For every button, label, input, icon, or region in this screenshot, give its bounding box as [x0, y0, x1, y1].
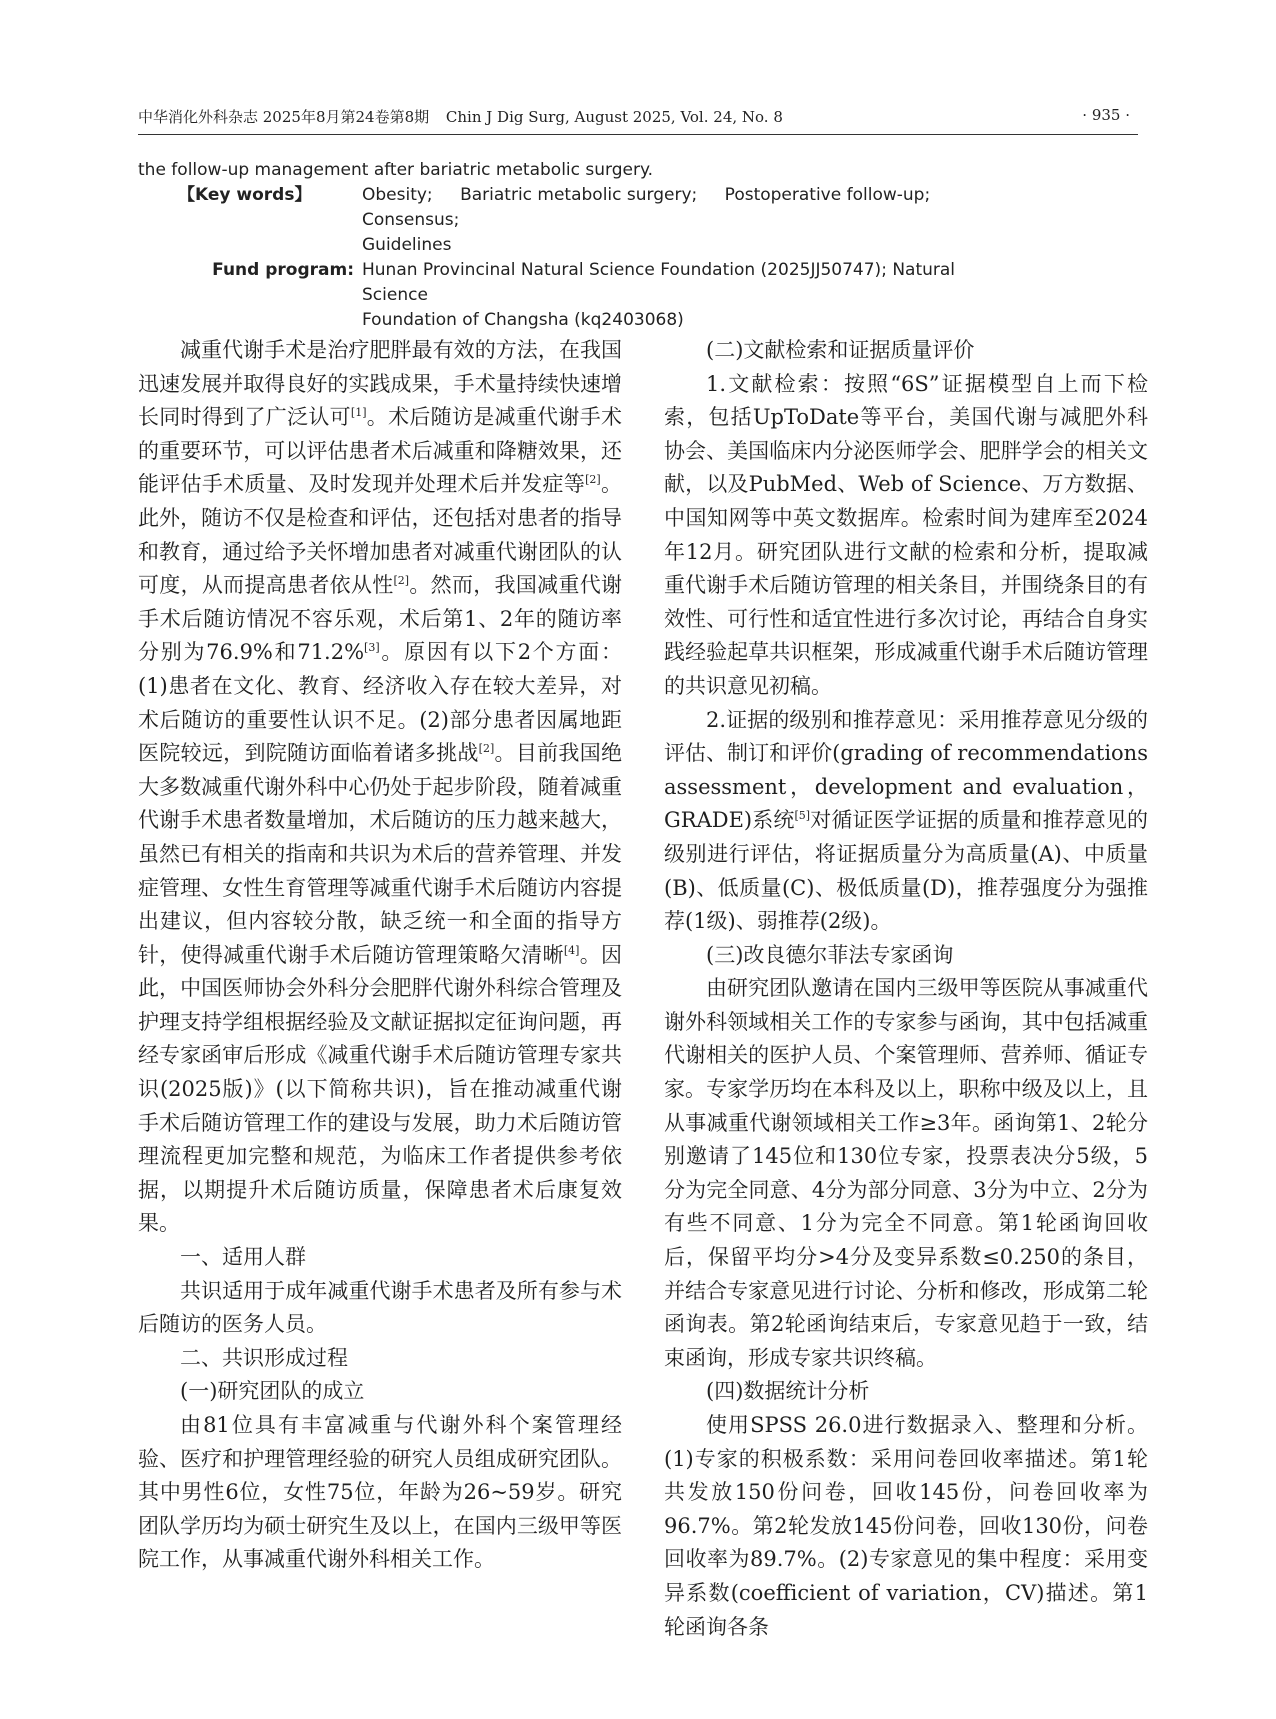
keywords-label: 【Key words】: [178, 185, 312, 205]
body-paragraph: 使用SPSS 26.0进行数据录入、整理和分析。(1)专家的积极系数：采用问卷回收率描述。第1轮共发放150份问卷，回收145份，问卷回收率为96.7%。第2轮发放145份问卷，回收130份，问卷回收率为89.7%。(2)专家意见的集中程度：采用变异系数(coefficient of variation，CV)描述。第1轮函询各条: [664, 1413, 1148, 1639]
keyword: Consensus;: [362, 210, 460, 230]
journal-name-en: Chin J Dig Surg, August 2025, Vol. 24, No. 8: [445, 108, 783, 126]
body-columns: [138, 334, 1148, 1644]
keyword: Obesity;: [362, 185, 433, 205]
journal-citation: [138, 106, 783, 127]
fund-row: [178, 258, 998, 333]
abstract-block: [138, 158, 998, 333]
fund-line: Hunan Provincinal Natural Science Foundation (2025JJ50747); Natural Science: [362, 260, 956, 305]
section-heading: 二、共识形成过程: [180, 1345, 348, 1370]
keywords-row: [178, 183, 998, 258]
running-header: [138, 100, 1138, 135]
citation-ref: [4]: [563, 943, 580, 957]
citation-ref: [1]: [350, 406, 367, 420]
subsection-heading: (二)文献检索和证据质量评价: [706, 338, 975, 362]
fund-line: Foundation of Changsha (kq2403068): [362, 310, 684, 330]
keyword: Postoperative follow-up;: [724, 185, 931, 205]
citation-ref: [2]: [393, 574, 410, 588]
citation-ref: [3]: [364, 641, 380, 655]
subsection-heading: (一)研究团队的成立: [180, 1379, 365, 1404]
body-paragraph: 由81位具有丰富减重与代谢外科个案管理经验、医疗和护理管理经验的研究人员组成研究团队。其中男性6位，女性75位，年龄为26~59岁。研究团队学历均为硕士研究生及以上，在国内三级甲等医院工作，从事减重代谢外科相关工作。: [138, 1413, 622, 1572]
keyword: Bariatric metabolic surgery;: [460, 185, 698, 205]
section-heading: 一、适用人群: [180, 1245, 306, 1270]
intro-paragraph: 减重代谢手术是治疗肥胖最有效的方法，在我国迅速发展并取得良好的实践成果，手术量持续快速增长同时得到了广泛认可[1]。术后随访是减重代谢手术的重要环节，可以评估患者术后减重和降糖效果，还能评估手术质量、及时发现并处理术后并发症等[2]。此外，随访不仅是检查和评估，还包括对患者的指导和教育，通过给予关怀增加患者对减重代谢团队的认可度，从而提高患者依从性[2]。然而，我国减重代谢手术后随访情况不容乐观，术后第1、2年的随访率分别为76.9%和71.2%[3]。原因有以下2个方面：(1)患者在文化、教育、经济收入存在较大差异，对术后随访的重要性认识不足。(2)部分患者因属地距医院较远，到院随访面临着诸多挑战[2]。目前我国绝大多数减重代谢外科中心仍处于起步阶段，随着减重代谢手术患者数量增加，术后随访的压力越来越大，虽然已有相关的指南和共识为术后的营养管理、并发症管理、女性生育管理等减重代谢手术后随访内容提出建议，但内容较分散，缺乏统一和全面的指导方针，使得减重代谢手术后随访管理策略欠清晰[4]。因此，中国医师协会外科分会肥胖代谢外科综合管理及护理支持学组根据经验及文献证据拟定征询问题，再经专家函审后形成《减重代谢手术后随访管理专家共识(2025版)》(以下简称共识)，旨在推动减重代谢手术后随访管理工作的建设与发展，助力术后随访管理流程更加完整和规范，为临床工作者提供参考依据，以期提升术后随访质量，保障患者术后康复效果。: [138, 338, 623, 1236]
body-paragraph: 由研究团队邀请在国内三级甲等医院从事减重代谢外科领域相关工作的专家参与函询，其中包括减重代谢相关的医护人员、个案管理师、营养师、循证专家。专家学历均在本科及以上，职称中级及以上，且从事减重代谢领域相关工作≥3年。函询第1、2轮分别邀请了145位和130位专家，投票表决分5级，5分为完全同意、4分为部分同意、3分为中立、2分为有些不同意、1分为完全不同意。第1轮函询回收后，保留平均分>4分及变异系数≤0.250的条目，并结合专家意见进行讨论、分析和修改，形成第二轮函询表。第2轮函询结束后，专家意见趋于一致，结束函询，形成专家共识终稿。: [664, 976, 1148, 1370]
left-column: [138, 334, 622, 1644]
page-number: · 935 ·: [1082, 106, 1130, 124]
abstract-tail: the follow-up management after bariatric metabolic surgery.: [138, 160, 654, 180]
fund-text: [362, 258, 998, 333]
subsection-heading: (四)数据统计分析: [706, 1379, 870, 1404]
subsection-heading: (三)改良德尔菲法专家函询: [706, 942, 954, 967]
right-column: [664, 334, 1148, 1644]
body-paragraph: 2.证据的级别和推荐意见：采用推荐意见分级的评估、制订和评价(grading of recommendations assessment，development and evaluation，GRADE)系统[5]对循证医学证据的质量和推荐意见的级别进行评估，将证据质量分为高质量(A)、中质量(B)、低质量(C)、极低质量(D)，推荐强度分为强推荐(1级)、弱推荐(2级)。: [664, 707, 1148, 934]
citation-ref: [2]: [478, 742, 495, 756]
keyword: Guidelines: [362, 235, 452, 255]
body-paragraph: 1.文献检索：按照“6S”证据模型自上而下检索，包括UpToDate等平台，美国代谢与减肥外科协会、美国临床内分泌医师学会、肥胖学会的相关文献，以及PubMed、Web of Science、万方数据、中国知网等中英文数据库。检索时间为建库至2024年12月。研究团队进行文献的检索和分析，提取减重代谢手术后随访管理的相关条目，并围绕条目的有效性、可行性和适宜性进行多次讨论，再结合自身实践经验起草共识框架，形成减重代谢手术后随访管理的共识意见初稿。: [664, 371, 1148, 698]
body-paragraph: 共识适用于成年减重代谢手术患者及所有参与术后随访的医务人员。: [138, 1278, 622, 1337]
journal-name-cn: 中华消化外科杂志 2025年8月第24卷第8期: [138, 108, 430, 126]
citation-ref: [2]: [585, 473, 601, 487]
keywords-list: [362, 183, 998, 258]
citation-ref: [5]: [794, 809, 811, 823]
fund-label: Fund program:: [212, 260, 354, 280]
